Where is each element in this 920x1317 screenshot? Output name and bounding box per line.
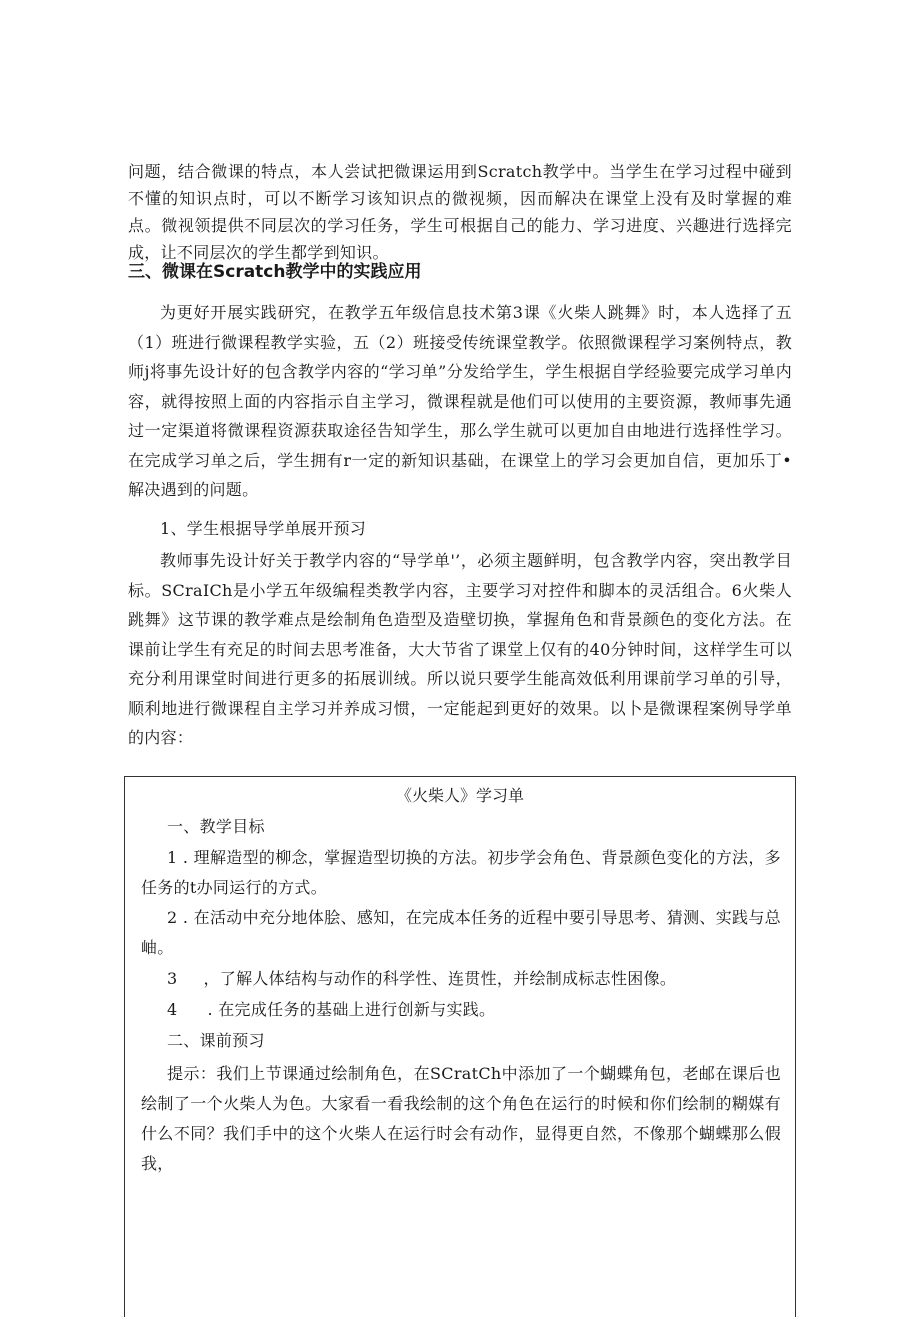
teaching-goals-heading: 一、教学目标 [167,817,265,836]
goal-item-1: 1 . 理解造型的柳念，掌握造型切换的方法。初步学会角色、背景颜色变化的方法，多任务的t办同运行的方式。 [141,848,781,897]
goal-3-number: 3 [167,969,178,988]
goal-4-number: 4 [167,1000,178,1019]
worksheet-box [124,776,796,1317]
intro-paragraph: 问题，结合微课的特点，本人尝试把微课运用到Scratch教学中。当学生在学习过程中碰到不懂的知识点时，可以不断学习该知识点的微视频，因而解决在课堂上没有及时掌握的难点。微视领提供不同层次的学习任务，学生可根据自己的能力、学习进度、兴趣进行选择完成，让不同层次的学生都学到知识。 [128,162,792,262]
goal-3-text: ，了解人体结构与动作的科学性、连贯性，并绘制成标志性困像。 [203,969,677,988]
section-heading: 三、微课在Scratch教学中的实践应用 [128,262,422,282]
goal-item-2: 2 . 在活动中充分地体脍、感知，在完成本任务的近程中要引导思考、猜测、实践与总岫。 [141,908,781,957]
practice-paragraph: 为更好开展实践研究，在教学五年级信息技术第3课《火柴人跳舞》时，本人选择了五（1）班进行微课程教学实验，五（2）班接受传统课堂教学。依照微课程学习案例特点，教师j将事先设计好的包含教学内容的“学习单”分发给学生，学生根据自学经验要完成学习单内容，就得按照上面的内容指示自主学习，微课程就是他们可以使用的主要资源，教师事先通过一定渠道将微课程资源获取途径告知学生，那么学生就可以更加自由地进行选择性学习。在完成学习单之后，学生拥有r一定的新知识基础，在课堂上的学习会更加自信，更加乐丁•解决遇到的问题。 [128,303,792,499]
goal-4-text: . 在完成任务的基础上进行创新与实践。 [207,1000,496,1019]
hint-paragraph: 提示：我们上节课通过绘制角色，在SCratCh中添加了一个蝴蝶角包，老邮在课后也绘制了一个火柴人为色。大家看一看我绘制的这个角色在运行的时候和你们绘制的糊媒有什么不同？我们手中的这个火柴人在运行时会有动作，显得更自然，不像那个蝴蝶那么假我， [141,1064,781,1173]
subheading-preview: 1、学生根据导学单展开预习 [160,519,367,538]
goal-item-4 [141,996,781,1024]
guide-paragraph: 教师事先设计好关于教学内容的“导学单'’，必须主题鲜明，包含教学内容，突出教学目标。SCraICh是小学五年级编程类教学内容，主要学习对控件和脚本的灵活组合。6火柴人跳舞》这节课的教学难点是绘制角色造型及造壁切换，掌握角色和背景颜色的变化方法。在课前让学生有充足的时间去思考准备，大大节省了课堂上仅有的40分钟时间，这样学生可以充分利用课堂时间进行更多的拓展训绒。所以说只要学生能高效低利用课前学习单的引导，顺利地进行微课程自主学习并养成习惯，一定能起到更好的效果。以卜是微课程案例导学单的内容： [128,551,792,747]
worksheet-title: 《火柴人》学习单 [395,786,524,805]
goal-item-3 [141,965,781,993]
preview-heading: 二、课前预习 [167,1031,265,1050]
